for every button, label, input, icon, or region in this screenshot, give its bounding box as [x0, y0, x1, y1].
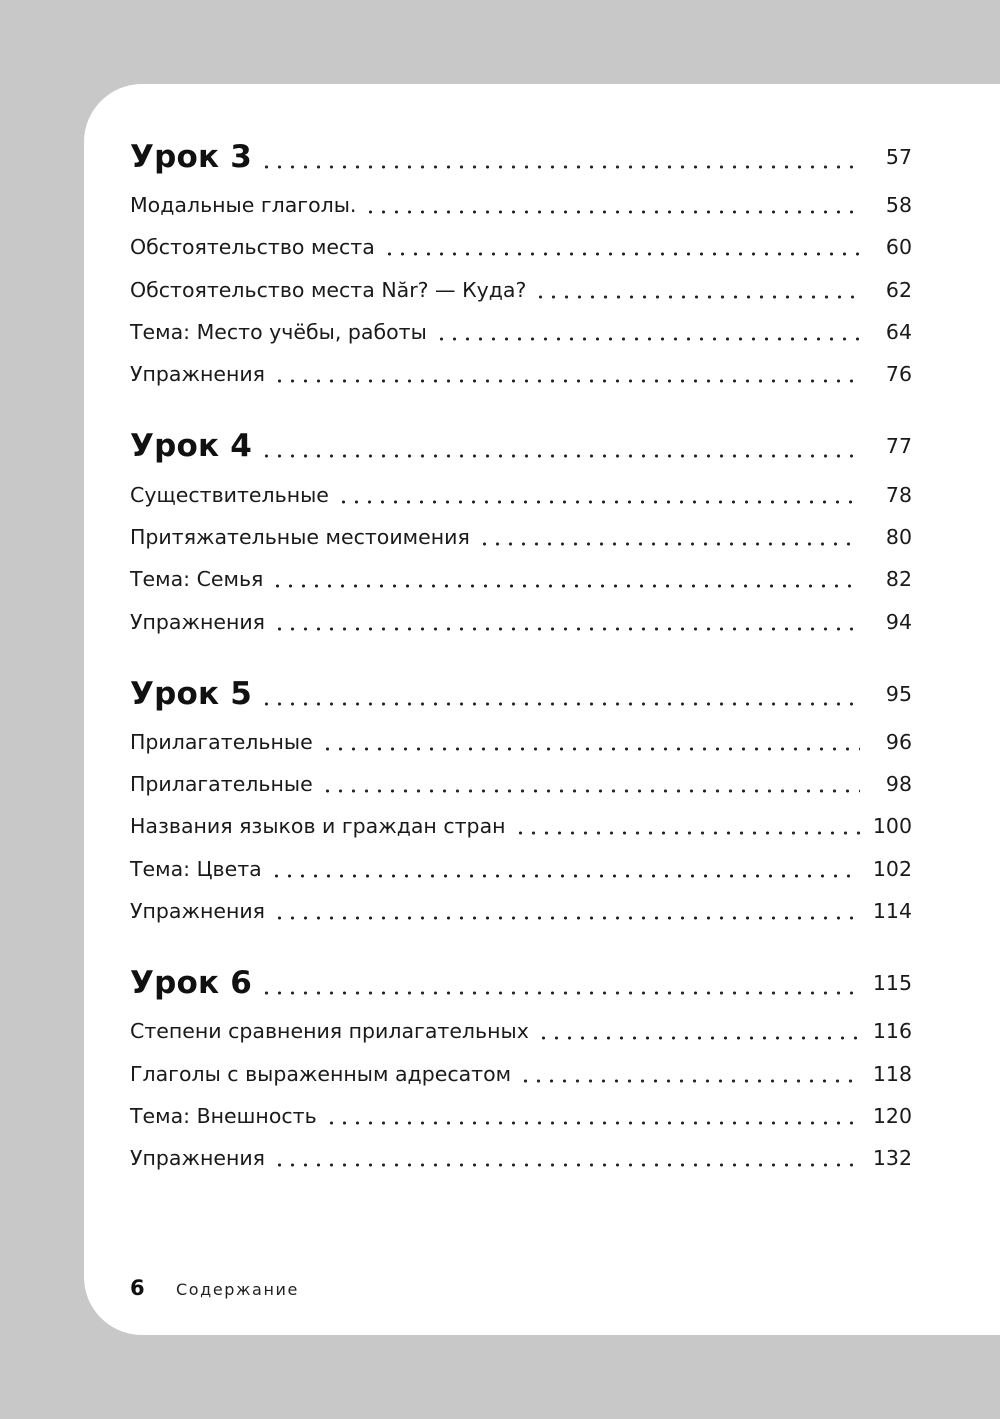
page-number: 64 — [885, 320, 912, 345]
lesson-title: Урок 6 — [130, 965, 252, 1002]
dot-leader — [321, 746, 860, 752]
lesson-title: Урок 5 — [130, 675, 252, 712]
footer-page-number: 6 — [130, 1276, 145, 1300]
page-number: 94 — [885, 609, 912, 634]
lesson-4-section — [130, 419, 912, 642]
dot-leader — [383, 251, 860, 257]
lesson-heading-row[interactable] — [130, 130, 912, 184]
lesson-heading-row[interactable] — [130, 667, 912, 721]
dot-leader — [435, 336, 860, 342]
toc-entry[interactable] — [130, 353, 912, 395]
dot-leader — [271, 583, 860, 589]
toc-entry[interactable] — [130, 805, 912, 847]
entry-title: Обстоятельство места — [130, 235, 375, 260]
dot-leader — [478, 541, 860, 547]
entry-title: Степени сравнения прилагательных — [130, 1019, 529, 1044]
page-number: 118 — [872, 1061, 912, 1086]
dot-leader — [514, 830, 860, 836]
lesson-title: Урок 3 — [130, 139, 252, 175]
page-number: 98 — [885, 772, 912, 797]
entry-title: Притяжательные местоимения — [130, 524, 470, 549]
toc-entry[interactable] — [130, 1095, 912, 1137]
entry-title: Прилагательные — [130, 729, 313, 754]
page-number: 96 — [885, 729, 912, 754]
page-number: 82 — [885, 567, 912, 592]
page-number: 60 — [885, 235, 912, 260]
toc-entry[interactable] — [130, 890, 912, 932]
toc-entry[interactable] — [130, 184, 912, 226]
entry-title: Модальные глаголы. — [130, 193, 357, 218]
page-number: 132 — [872, 1146, 912, 1171]
dot-leader — [519, 1078, 860, 1084]
toc-entry[interactable] — [130, 848, 912, 890]
entry-title: Существительные — [130, 482, 329, 507]
lesson-heading-row[interactable] — [130, 419, 912, 473]
page-number: 100 — [872, 814, 912, 839]
toc-entry[interactable] — [130, 763, 912, 805]
entry-title: Упражнения — [130, 1146, 266, 1171]
entry-title: Упражнения — [130, 362, 266, 387]
entry-title: Тема: Цвета — [130, 856, 262, 881]
lesson-title: Урок 4 — [130, 428, 252, 465]
toc-entry[interactable] — [130, 600, 912, 642]
dot-leader — [534, 294, 860, 300]
page-number: 78 — [885, 482, 912, 507]
dot-leader — [321, 788, 860, 794]
entry-title: Тема: Семья — [130, 567, 264, 592]
lesson-5-section — [130, 667, 912, 932]
dot-leader — [260, 453, 860, 459]
toc-entry[interactable] — [130, 558, 912, 600]
page-number: 116 — [872, 1019, 912, 1044]
dot-leader — [273, 378, 860, 384]
dot-leader — [364, 209, 860, 215]
entry-title: Глаголы с выраженным адресатом — [130, 1061, 512, 1086]
page-number: 62 — [885, 277, 912, 302]
lesson-3-section — [130, 130, 912, 395]
lesson-6-section — [130, 956, 912, 1179]
dot-leader — [325, 1120, 860, 1126]
entry-title: Упражнения — [130, 899, 266, 923]
section-spacer — [130, 932, 912, 956]
page-number: 77 — [885, 434, 912, 459]
dot-leader — [273, 1162, 860, 1168]
table-of-contents — [130, 130, 912, 1179]
toc-entry[interactable] — [130, 473, 912, 515]
dot-leader — [270, 873, 860, 879]
entry-title: Обстоятельство места Năr? — Куда? — [130, 277, 527, 302]
toc-entry[interactable] — [130, 226, 912, 268]
dot-leader — [273, 626, 860, 632]
page-number: 57 — [885, 145, 912, 169]
page-number: 58 — [885, 193, 912, 218]
toc-entry[interactable] — [130, 1010, 912, 1052]
toc-entry[interactable] — [130, 721, 912, 763]
page-number: 95 — [885, 681, 912, 706]
dot-leader — [260, 164, 860, 170]
entry-title: Названия языков и граждан стран — [130, 814, 506, 839]
page-number: 114 — [872, 899, 912, 923]
entry-title: Упражнения — [130, 609, 266, 634]
entry-title: Тема: Внешность — [130, 1103, 317, 1128]
toc-entry[interactable] — [130, 311, 912, 353]
dot-leader — [260, 701, 860, 707]
toc-entry[interactable] — [130, 516, 912, 558]
lesson-heading-row[interactable] — [130, 956, 912, 1010]
entry-title: Прилагательные — [130, 772, 313, 797]
toc-entry[interactable] — [130, 1052, 912, 1094]
page-number: 102 — [872, 856, 912, 881]
page-number: 80 — [885, 524, 912, 549]
toc-entry[interactable] — [130, 1137, 912, 1179]
page-footer — [130, 1276, 299, 1300]
footer-section-label: Содержание — [176, 1280, 299, 1299]
section-spacer — [130, 395, 912, 419]
dot-leader — [337, 499, 860, 505]
toc-entry[interactable] — [130, 269, 912, 311]
page-number: 120 — [872, 1103, 912, 1128]
dot-leader — [273, 915, 860, 921]
section-spacer — [130, 643, 912, 667]
dot-leader — [537, 1035, 860, 1041]
page-number: 115 — [872, 971, 912, 996]
page-number: 76 — [885, 362, 912, 387]
dot-leader — [260, 990, 860, 996]
entry-title: Тема: Место учёбы, работы — [130, 320, 427, 345]
